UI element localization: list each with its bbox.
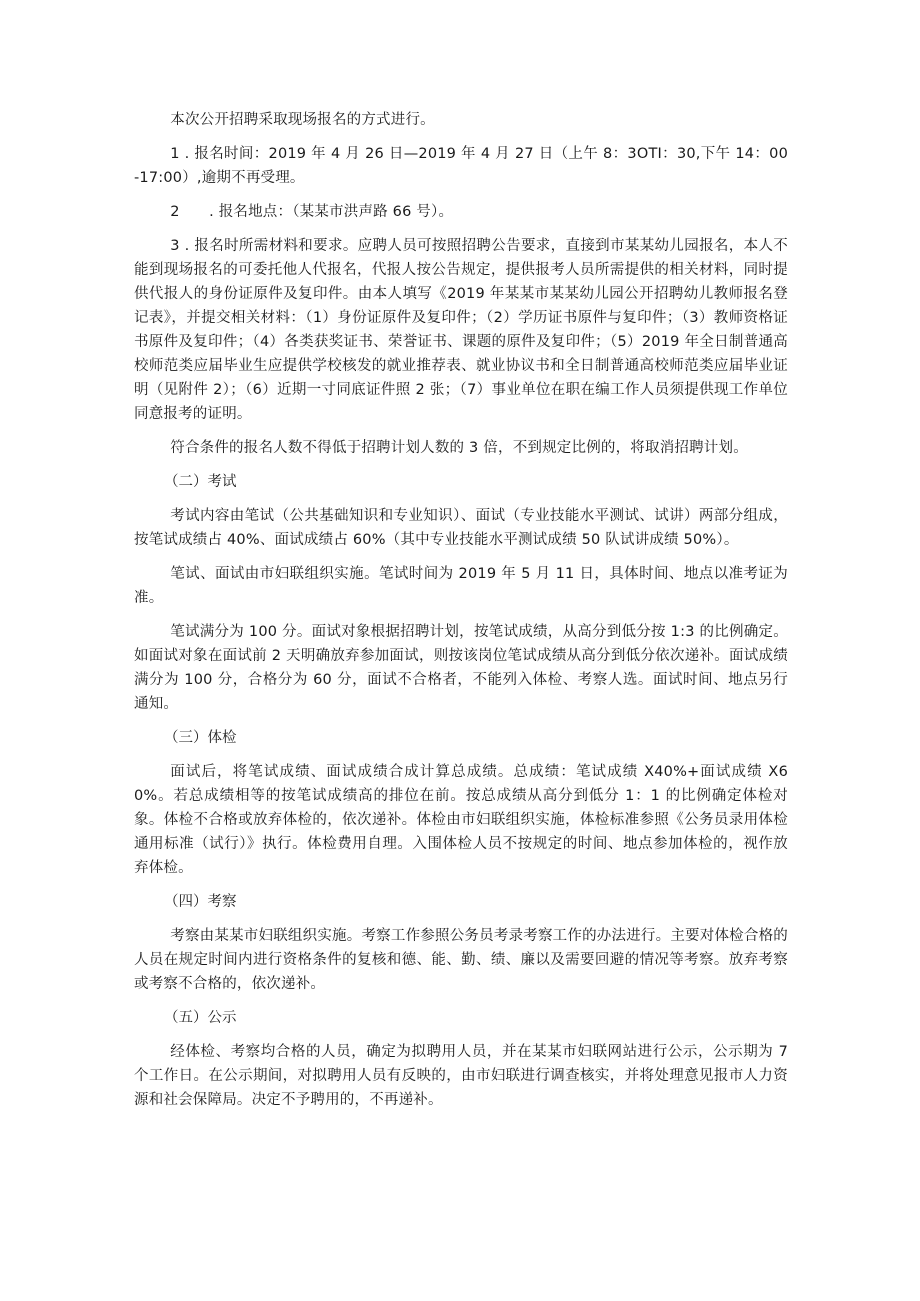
paragraph-registration-location: 2 . 报名地点：（某某市洪声路 66 号）。 [170,204,454,220]
paragraph-exam-scoring: 笔试满分为 100 分。面试对象根据招聘计划，按笔试成绩，从高分到低分按 1:3 的比例确定。如面试对象在面试前 2 天明确放弃参加面试，则按该岗位笔试成绩从高分到低分依次递补。面试成绩满分为 100 分，合格分为 60 分，面试不合格者，不能列入体检、考察人选。面试时间、地点另行通知。 [134,624,788,712]
paragraph-physical-exam: 面试后，将笔试成绩、面试成绩合成计算总成绩。总成绩：笔试成绩 X40%+面试成绩 X60%。若总成绩相等的按笔试成绩高的排位在前。按总成绩从高分到低分 1：1 的比例确定体检对象。体检不合格或放弃体检的，依次递补。体检由市妇联组织实施，体检标准参照《公务员录用体检通用标准（试行）》执行。体检费用自理。入围体检人员不按规定的时间、地点参加体检的，视作放弃体检。 [134,764,788,876]
paragraph-exam-schedule: 笔试、面试由市妇联组织实施。笔试时间为 2019 年 5 月 11 日，具体时间、地点以准考证为准。 [134,566,788,606]
section-heading-publicity: （五）公示 [164,1010,237,1026]
section-heading-exam: （二）考试 [164,474,237,490]
paragraph-inspection: 考察由某某市妇联组织实施。考察工作参照公务员考录考察工作的办法进行。主要对体检合格的人员在规定时间内进行资格条件的复核和德、能、勤、绩、廉以及需要回避的情况等考察。放弃考察或考察不合格的，依次递补。 [134,928,788,992]
paragraph-applicant-ratio: 符合条件的报名人数不得低于招聘计划人数的 3 倍，不到规定比例的，将取消招聘计划。 [170,440,748,456]
paragraph-registration-time: 1 . 报名时间：2019 年 4 月 26 日—2019 年 4 月 27 日（上午 8：3OTI：30,下午 14：00-17:00）,逾期不再受理。 [134,146,788,186]
section-heading-physical: （三）体检 [164,730,237,746]
paragraph-exam-content: 考试内容由笔试（公共基础知识和专业知识）、面试（专业技能水平测试、试讲）两部分组成，按笔试成绩占 40%、面试成绩占 60%（其中专业技能水平测试成绩 50 队试讲成绩 50%）。 [134,508,788,548]
paragraph-registration-method: 本次公开招聘采取现场报名的方式进行。 [170,112,435,128]
document-body [134,108,788,1122]
paragraph-registration-materials: 3 . 报名时所需材料和要求。应聘人员可按照招聘公告要求，直接到市某某幼儿园报名，本人不能到现场报名的可委托他人代报名，代报人按公告规定，提供报考人员所需提供的相关材料，同时提供代报人的身份证原件及复印件。由本人填写《2019 年某某市某某幼儿园公开招聘幼儿教师报名登记表》，并提交相关材料：（1）身份证原件及复印件；（2）学历证书原件与复印件；（3）教师资格证书原件及复印件；（4）各类获奖证书、荣誉证书、课题的原件及复印件；（5）2019 年全日制普通高校师范类应届毕业生应提供学校核发的就业推荐表、就业协议书和全日制普通高校师范类应届毕业证明（见附件 2）；（6）近期一寸同底证件照 2 张；（7）事业单位在职在编工作人员须提供现工作单位同意报考的证明。 [134,238,788,422]
section-heading-inspection: （四）考察 [164,894,237,910]
paragraph-publicity: 经体检、考察均合格的人员，确定为拟聘用人员，并在某某市妇联网站进行公示，公示期为 7 个工作日。在公示期间，对拟聘用人员有反映的，由市妇联进行调查核实，并将处理意见报市人力资源和社会保障局。决定不予聘用的，不再递补。 [134,1044,788,1108]
